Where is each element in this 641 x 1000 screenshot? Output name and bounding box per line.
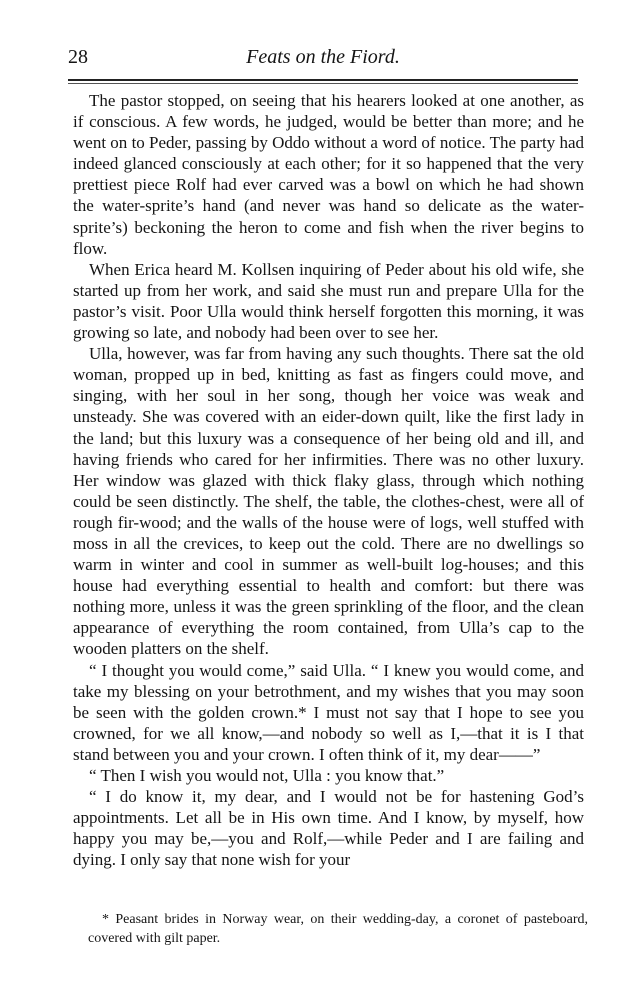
footnote: * Peasant brides in Norway wear, on their wedding-day, a coronet of pasteboard, covered with gilt paper. <box>88 912 588 946</box>
page-number: 28 <box>68 46 88 68</box>
page-header <box>68 44 578 74</box>
header-rule-thin <box>68 83 578 84</box>
header-rule <box>68 79 578 81</box>
running-title: Feats on the Fiord. <box>246 46 400 68</box>
paragraph: “ Then I wish you would not, Ulla : you know that.” <box>89 766 445 785</box>
paragraph: The pastor stopped, on seeing that his hearers looked at one another, as if conscious. A few words, he judged, would be better than more; and he went on to Peder, passing by Oddo without a word of notice. The party had indeed glanced consciously at each other; for it so happened that the very prettiest piece Rolf had ever carved was a bowl on which he had shown the water-sprite’s hand (and never was hand so delicate as the water-sprite’s) beckoning the heron to come and fish when the river begins to flow. <box>73 91 584 258</box>
paragraph: When Erica heard M. Kollsen inquiring of Peder about his old wife, she started up from her work, and said she must run and prepare Ulla for the pastor’s visit. Poor Ulla would think herself forgotten this morning, it was growing so late, and nobody had been over to see her. <box>73 259 584 343</box>
paragraph: “ I do know it, my dear, and I would not be for hastening God’s appointments. Let all be in His own time. And I know, by myself, how happy you may be,—you and Rolf,—while Peder and I are failing and dying. I only say that none wish for your <box>73 787 584 870</box>
paragraph: Ulla, however, was far from having any such thoughts. There sat the old woman, propped up in bed, knitting as fast as fingers could move, and singing, with her soul in her song, though her voice was weak and unsteady. She was covered with an eider-down quilt, like the first lady in the land; but this luxury was a consequence of her being old and ill, and having friends who cared for her infirmities. There was no other luxury. Her window was glazed with thick flaky glass, through which nothing could be seen distinctly. The shelf, the table, the clothes-chest, were all of rough fir-wood; and the walls of the house were of logs, well stuffed with moss in all the crevices, to keep out the cold. There are no dwellings so warm in winter and cool in summer as well-built log-houses; and this house had everything essential to health and comfort: but there was nothing more, unless it was the green sprinkling of the floor, and the clean appearance of everything the room contained, from Ulla’s cap to the wooden platters on the shelf. <box>73 344 584 659</box>
body-text <box>73 90 584 870</box>
paragraph: “ I thought you would come,” said Ulla. “ I knew you would come, and take my blessing on your betrothment, and my wishes that you may soon be seen with the golden crown.* I must not say that I hope to see you crowned, for we all know,—and nobody so well as I,—that it is I that stand between you and your crown. I often think of it, my dear——” <box>73 660 584 764</box>
